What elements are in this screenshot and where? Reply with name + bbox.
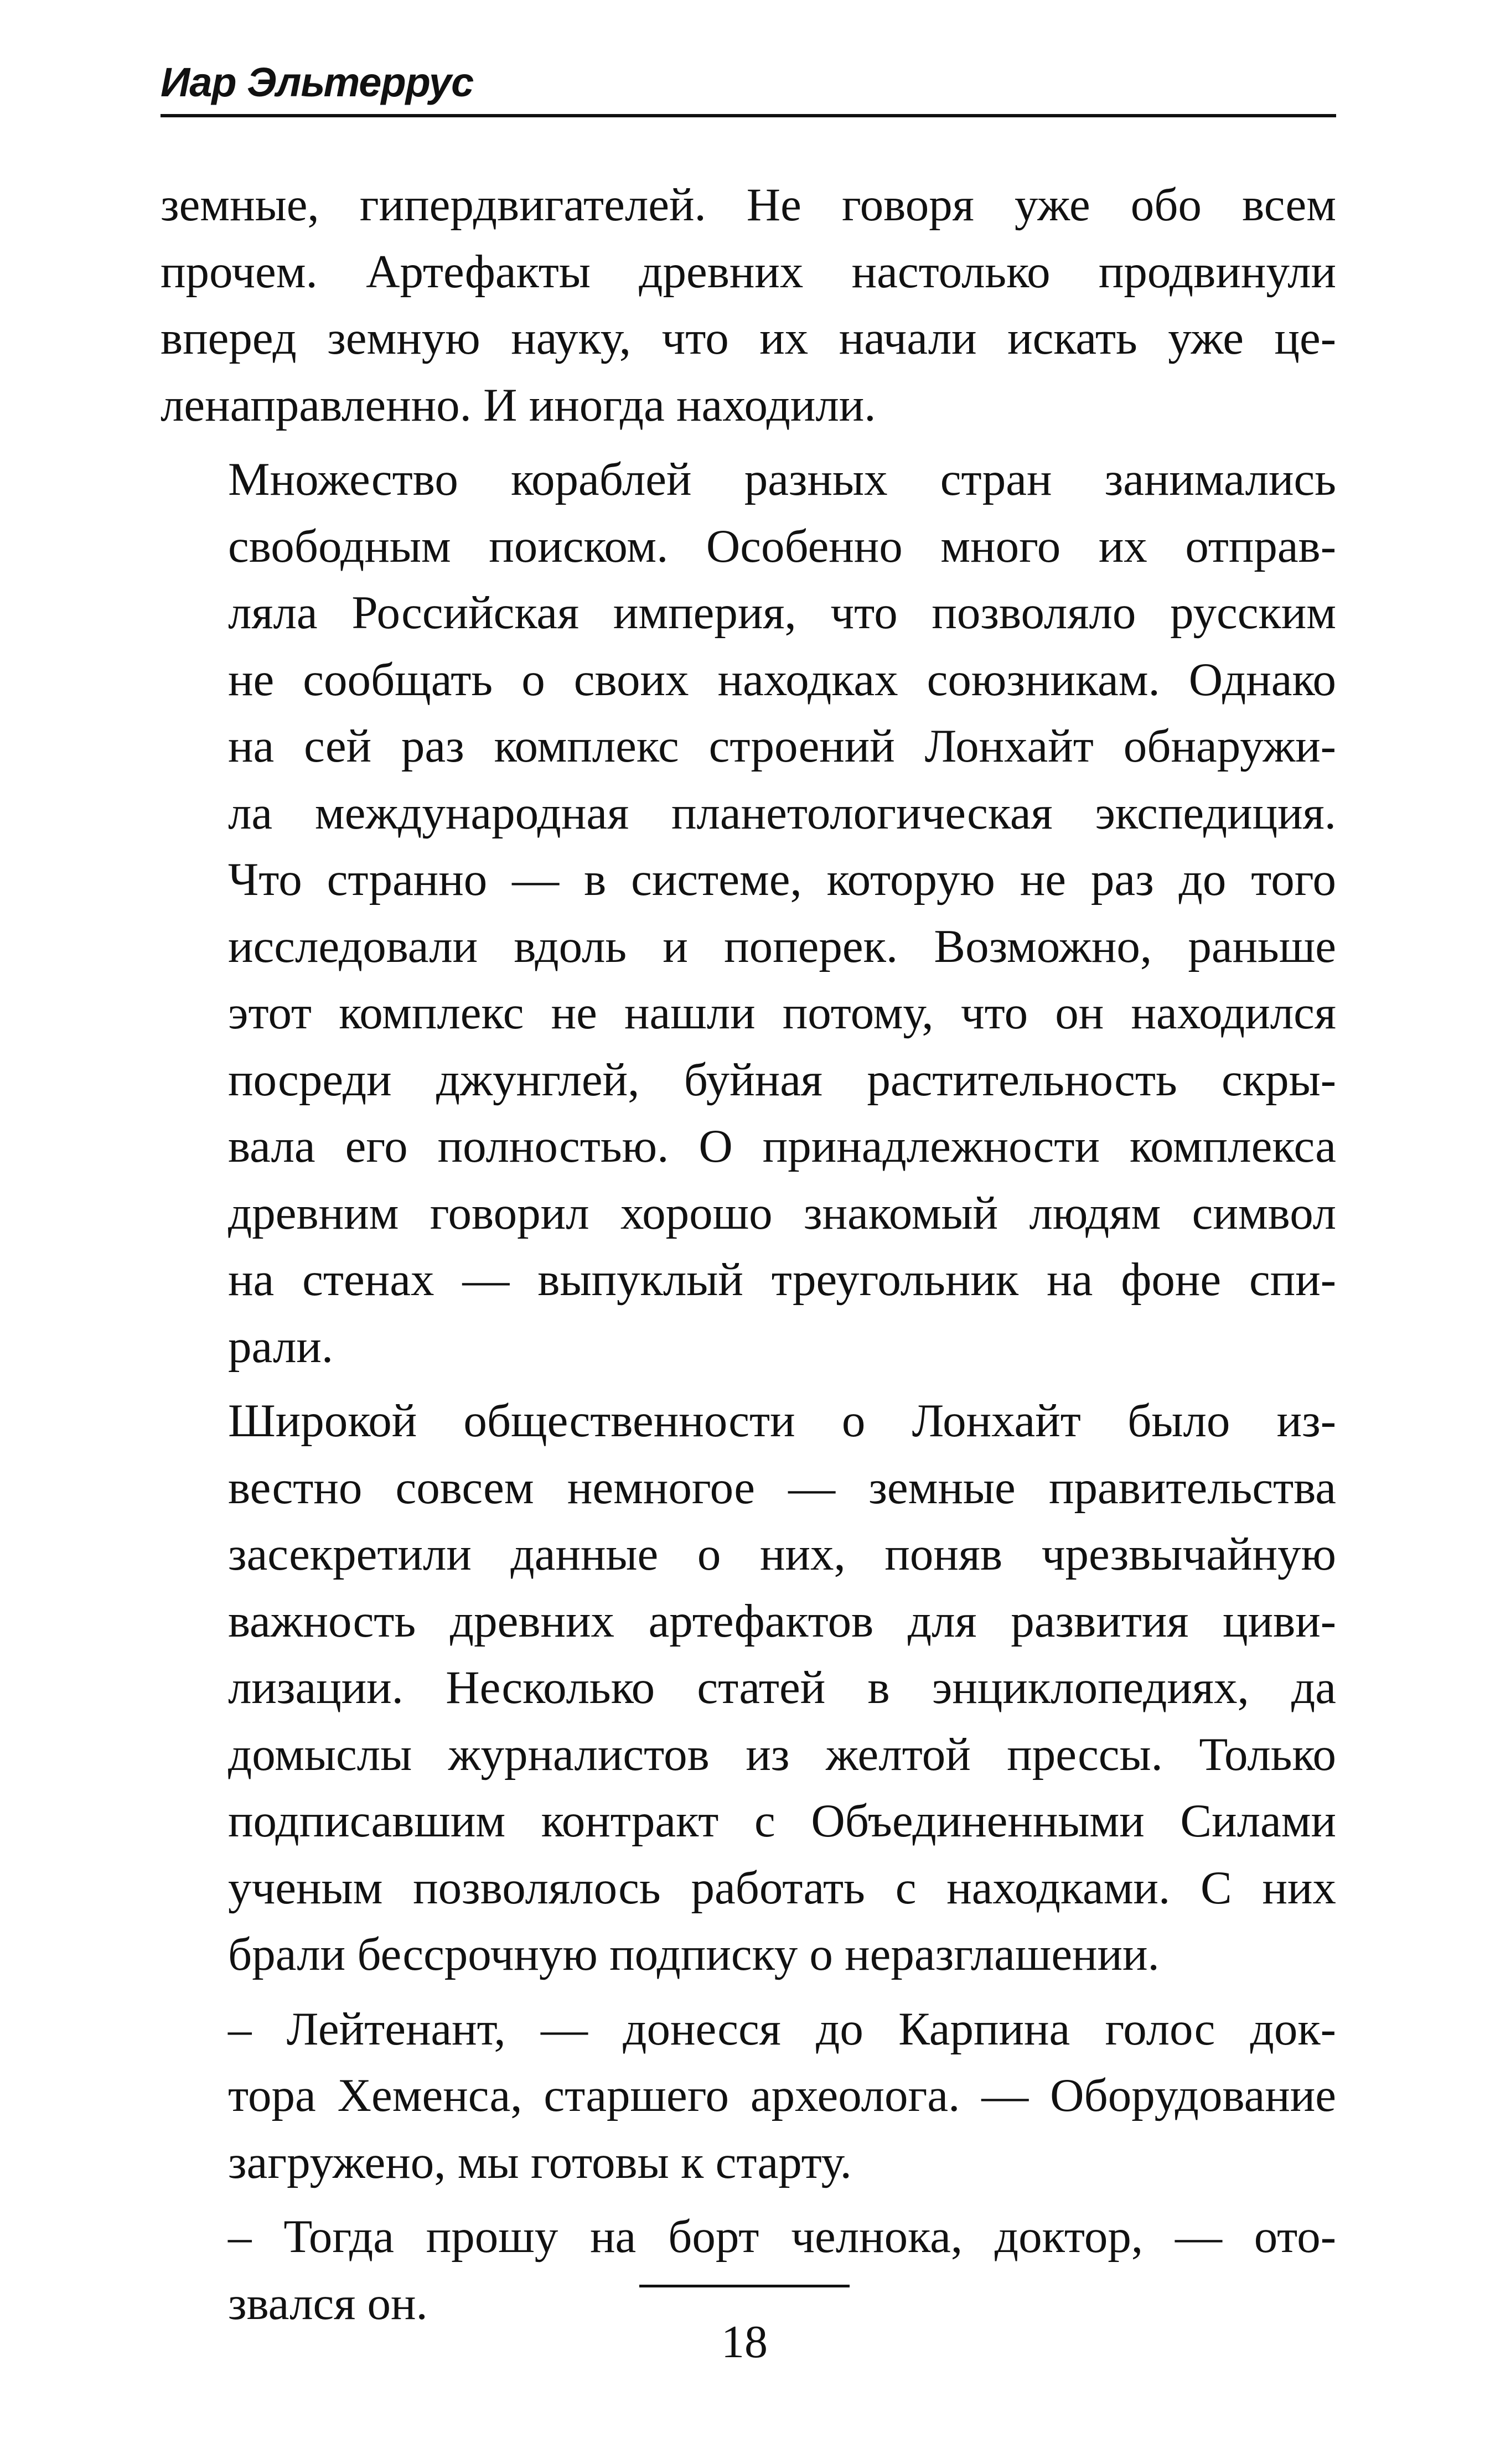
text-line: не сообщать о своих находках союзникам. Однако [228, 653, 1336, 706]
header-rule [161, 114, 1336, 117]
text-line: посреди джунглей, буйная растительность скры- [228, 1053, 1336, 1106]
text-line: Что странно — в системе, которую не раз до того [228, 853, 1336, 905]
paragraph [161, 1388, 1336, 1988]
text-line: ленаправленно. И иногда находили. [161, 379, 876, 431]
text-line: ляла Российская империя, что позволяло русским [228, 587, 1336, 639]
text-line: прочем. Артефакты древних настолько продвинули [161, 245, 1336, 298]
text-line: древним говорил хорошо знакомый людям символ [228, 1187, 1336, 1239]
text-line: вала его полностью. О принадлежности комплекса [228, 1120, 1336, 1172]
text-line: исследовали вдоль и поперек. Возможно, раньше [228, 920, 1336, 972]
text-line: этот комплекс не нашли потому, что он находился [228, 987, 1336, 1039]
text-line: рали. [228, 1320, 334, 1373]
text-line: земные, гипердвигателей. Не говоря уже обо всем [161, 179, 1336, 231]
body-text [161, 172, 1336, 2344]
text-line: подписавшим контракт с Объединенными Силами [228, 1795, 1336, 1847]
text-line: Широкой общественности о Лонхайт было из- [228, 1395, 1336, 1447]
text-line: на стенах — выпуклый треугольник на фоне спи- [228, 1254, 1336, 1306]
paragraph [161, 1996, 1336, 2196]
footer-rule [639, 2285, 850, 2287]
text-line: Множество кораблей разных стран занимались [228, 453, 1336, 505]
paragraph [161, 172, 1336, 438]
text-line: звался он. [228, 2277, 428, 2330]
text-line: важность древних артефактов для развития циви- [228, 1595, 1336, 1647]
text-line: загружено, мы готовы к старту. [228, 2136, 852, 2188]
paragraph [161, 446, 1336, 1380]
text-line: домыслы журналистов из желтой прессы. Только [228, 1728, 1336, 1780]
text-line: свободным поиском. Особенно много их отправ- [228, 520, 1336, 572]
text-line: ученым позволялось работать с находками. С них [228, 1861, 1336, 1914]
text-line: тора Хеменса, старшего археолога. — Оборудование [228, 2069, 1336, 2121]
text-line: – Лейтенант, — донесся до Карпина голос док- [228, 2002, 1336, 2055]
running-head: Иар Эльтеррус [161, 59, 474, 105]
text-line: на сей раз комплекс строений Лонхайт обнаружи- [228, 720, 1336, 772]
text-line: засекретили данные о них, поняв чрезвычайную [228, 1528, 1336, 1580]
text-line: брали бессрочную подписку о неразглашении. [228, 1928, 1160, 1980]
text-line: лизации. Несколько статей в энциклопедиях, да [228, 1661, 1336, 1714]
text-line: ла международная планетологическая экспедиция. [228, 786, 1336, 839]
page-number: 18 [721, 2316, 768, 2368]
text-line: вестно совсем немногое — земные правительства [228, 1461, 1336, 1514]
text-line: вперед земную науку, что их начали искать уже це- [161, 312, 1336, 364]
text-line: – Тогда прошу на борт челнока, доктор, — ото- [228, 2211, 1336, 2263]
